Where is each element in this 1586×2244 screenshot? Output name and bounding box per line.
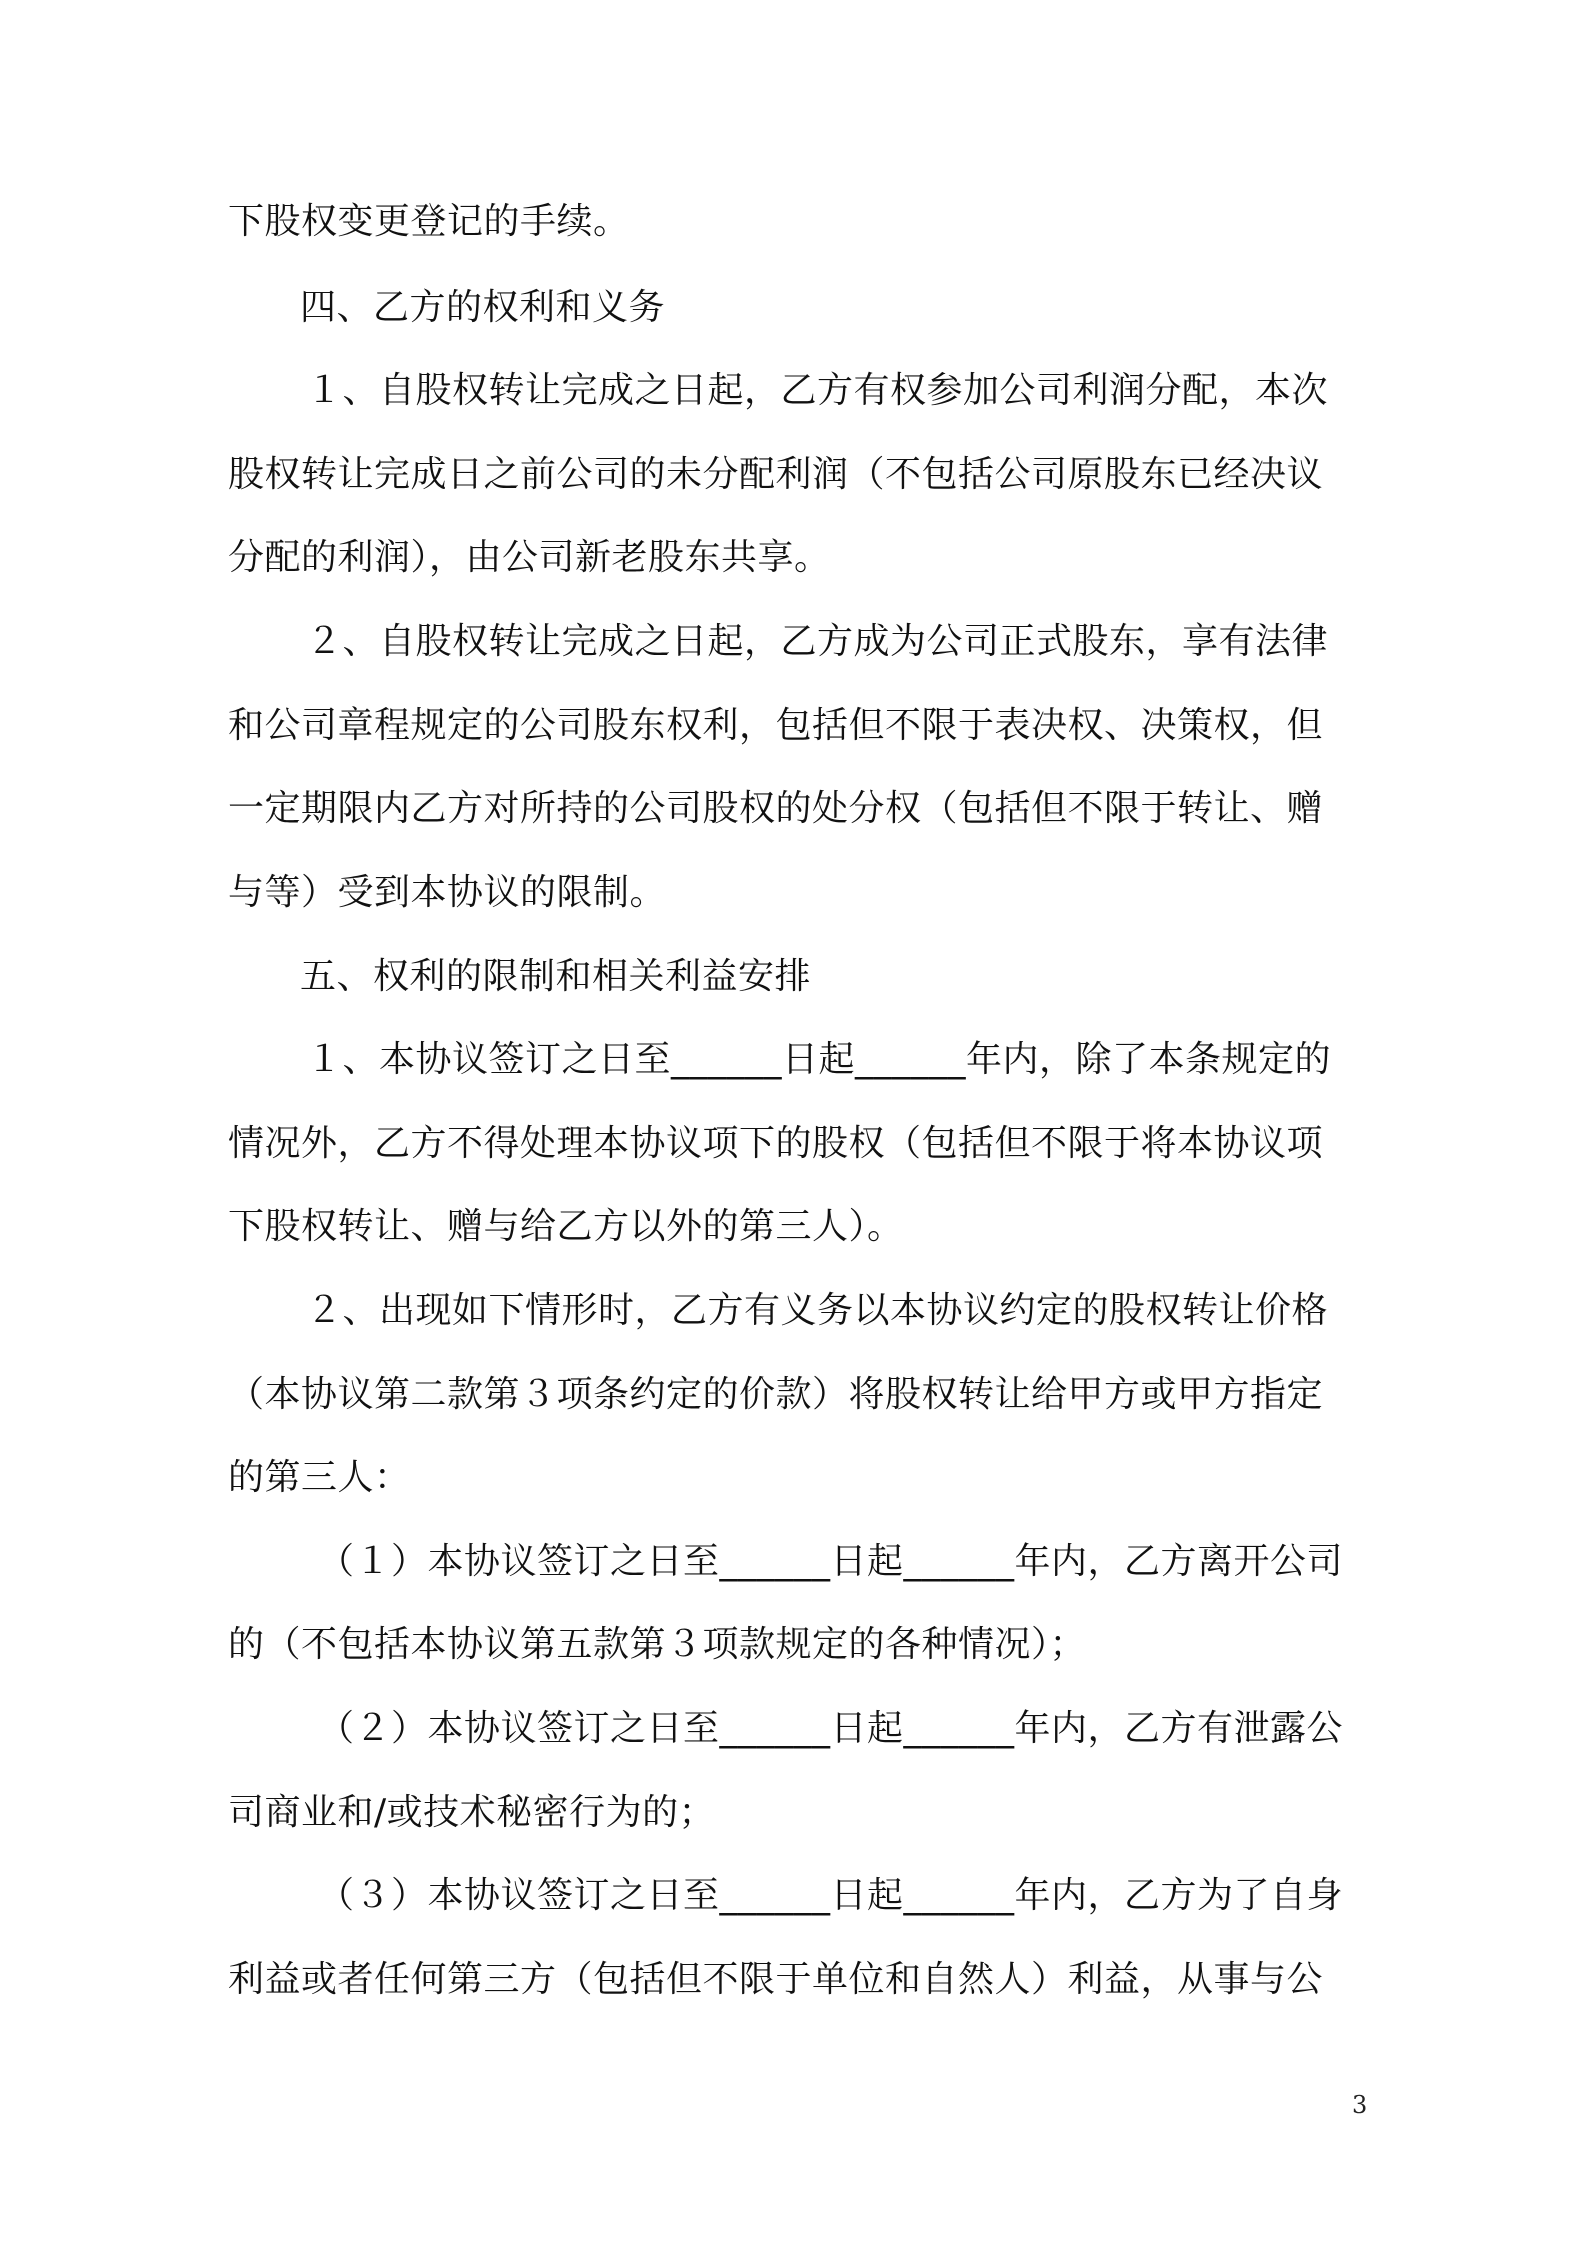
text-line: 与等）受到本协议的限制。 — [228, 872, 667, 913]
text-line: （３）本协议签订之日至______日起______年内，乙方为了自身 — [318, 1875, 1344, 1916]
text-line: １、本协议签订之日至______日起______年内，除了本条规定的 — [306, 1039, 1332, 1080]
text-line: 下股权转让、赠与给乙方以外的第三人）。 — [228, 1206, 904, 1247]
text-line: 利益或者任何第三方（包括但不限于单位和自然人）利益，从事与公 — [228, 1959, 1324, 2000]
text-line: 和公司章程规定的公司股东权利，包括但不限于表决权、决策权，但 — [228, 705, 1324, 746]
text-line: 分配的利润），由公司新老股东共享。 — [228, 537, 831, 578]
page-number: 3 — [1352, 2091, 1368, 2119]
text-line: （１）本协议签订之日至______日起______年内，乙方离开公司 — [318, 1541, 1344, 1582]
text-line: （２）本协议签订之日至______日起______年内，乙方有泄露公 — [318, 1708, 1344, 1749]
text-line: 的（不包括本协议第五款第３项款规定的各种情况）； — [228, 1624, 1087, 1665]
text-line: １、自股权转让完成之日起，乙方有权参加公司利润分配，本次 — [306, 370, 1329, 411]
section-heading: 四、乙方的权利和义务 — [300, 287, 666, 328]
text-line: （本协议第二款第３项条约定的价款）将股权转让给甲方或甲方指定 — [228, 1374, 1324, 1415]
text-line: ２、出现如下情形时，乙方有义务以本协议约定的股权转让价格 — [306, 1290, 1329, 1331]
text-line: 下股权变更登记的手续。 — [228, 201, 630, 242]
text-line: 情况外，乙方不得处理本协议项下的股权（包括但不限于将本协议项 — [228, 1123, 1324, 1164]
text-line: 一定期限内乙方对所持的公司股权的处分权（包括但不限于转让、赠 — [228, 788, 1324, 829]
section-heading: 五、权利的限制和相关利益安排 — [300, 956, 812, 997]
text-line: ２、自股权转让完成之日起，乙方成为公司正式股东，享有法律 — [306, 621, 1329, 662]
text-line: 司商业和/或技术秘密行为的； — [228, 1792, 716, 1833]
text-line: 的第三人： — [228, 1457, 411, 1498]
text-line: 股权转让完成日之前公司的未分配利润（不包括公司原股东已经决议 — [228, 454, 1324, 495]
